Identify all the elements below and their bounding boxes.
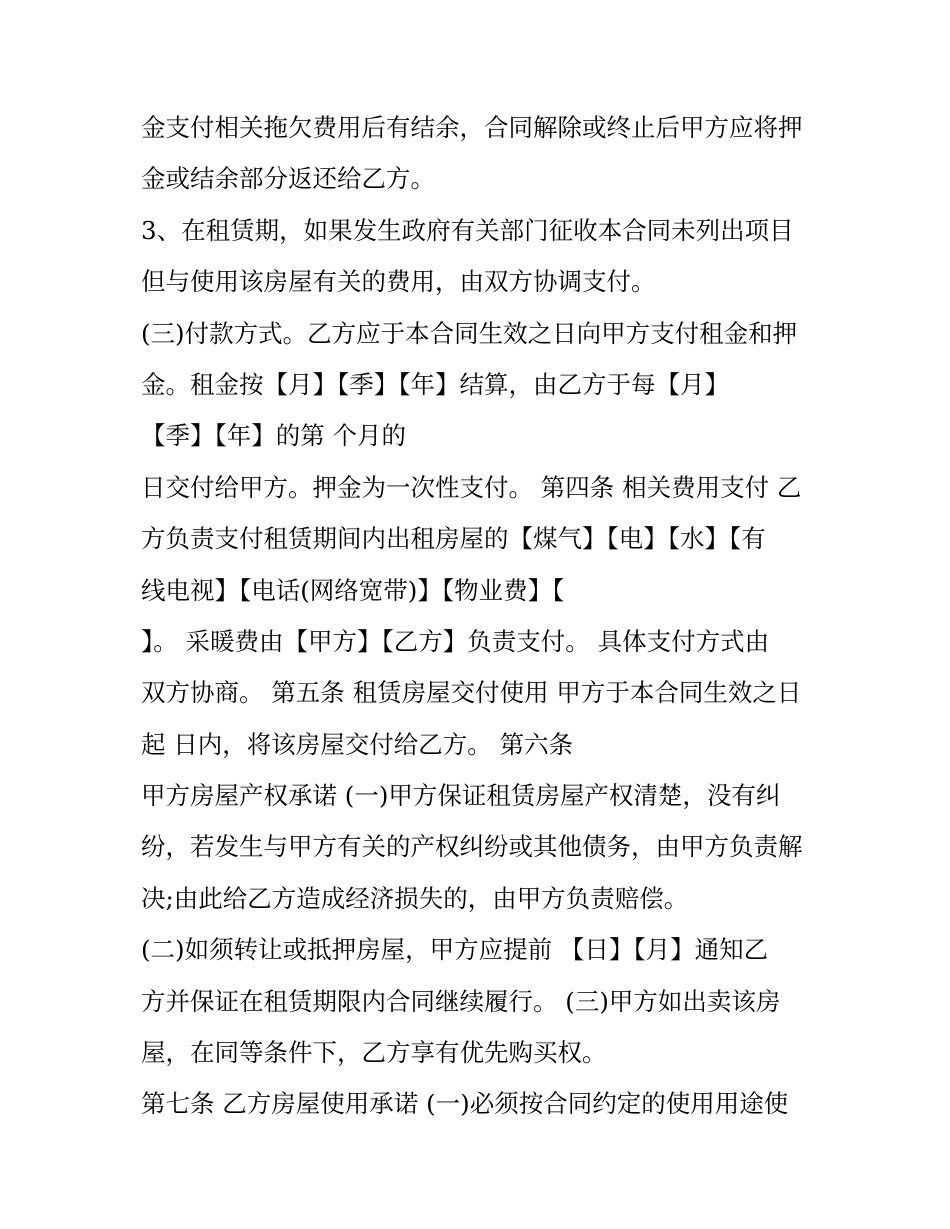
text-line: 【季】【年】的第 个月的 bbox=[141, 421, 407, 451]
text-line: 屋，在同等条件下，乙方享有优先购买权。 bbox=[141, 1038, 607, 1068]
text-line: 金或结余部分返还给乙方。 bbox=[141, 164, 435, 194]
text-line: 第七条 乙方房屋使用承诺 (一)必须按合同约定的使用用途使 bbox=[141, 1089, 789, 1119]
text-line: 决;由此给乙方造成经济损失的，由甲方负责赔偿。 bbox=[141, 883, 689, 913]
text-line: 纷，若发生与甲方有关的产权纠纷或其他债务，由甲方负责解 bbox=[141, 832, 803, 862]
text-line: 方并保证在租赁期限内合同继续履行。 (三)甲方如出卖该房 bbox=[141, 986, 781, 1016]
text-line: 日交付给甲方。押金为一次性支付。 第四条 相关费用支付 乙 bbox=[141, 472, 802, 502]
contract-text-body bbox=[141, 102, 831, 1130]
text-line: 金。租金按【月】【季】【年】结算，由乙方于每【月】 bbox=[141, 369, 729, 399]
text-line: 双方协商。 第五条 租赁房屋交付使用 甲方于本合同生效之日 bbox=[141, 678, 802, 708]
text-line: 方负责支付租赁期间内出租房屋的【煤气】【电】【水】【有 bbox=[141, 524, 766, 554]
text-line: 甲方房屋产权承诺 (一)甲方保证租赁房屋产权清楚，没有纠 bbox=[141, 781, 781, 811]
text-line: 但与使用该房屋有关的费用，由双方协调支付。 bbox=[141, 267, 656, 297]
text-line: (三)付款方式。乙方应于本合同生效之日向甲方支付租金和押 bbox=[141, 318, 798, 348]
text-line: (二)如须转让或抵押房屋，甲方应提前 【日】【月】通知乙 bbox=[141, 935, 769, 965]
text-line: 3、在租赁期，如果发生政府有关部门征收本合同未列出项目 bbox=[141, 215, 794, 245]
text-line: 】。 采暖费由【甲方】【乙方】负责支付。 具体支付方式由 bbox=[141, 626, 770, 656]
text-line: 线电视】【电话(网络宽带)】【物业费】【 bbox=[141, 575, 565, 605]
text-line: 金支付相关拖欠费用后有结余，合同解除或终止后甲方应将押 bbox=[141, 113, 803, 142]
text-line: 起 日内，将该房屋交付给乙方。 第六条 bbox=[141, 729, 574, 759]
